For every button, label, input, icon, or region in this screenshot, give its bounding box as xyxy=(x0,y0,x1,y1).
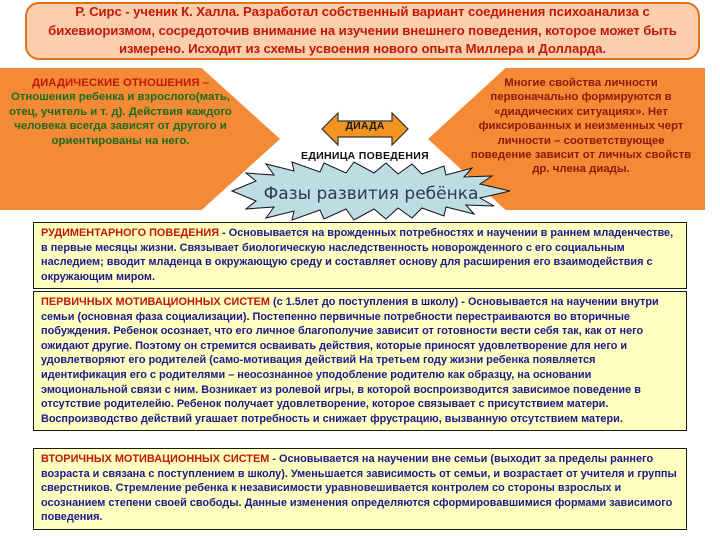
left-callout-body: Отношения ребенка и взрослого(мать, отец, учитель и т. д). Действия каждого человека всегда зависят от другого и ориентированы на него. xyxy=(9,91,232,147)
phase-paren: (с 1.5лет до поступления в школу) xyxy=(269,296,459,308)
page-title: Р. Сирс - ученик К. Халла. Разработал собственный вариант соединения психоанализа с бихевиоризмом, сосредоточив внимание на изучении внешнего поведения, которое может быть измерено. Исходит из схемы усвоения нового опыта Миллера и Долларда. xyxy=(48,4,677,57)
phase-lead: РУДИМЕНТАРНОГО ПОВЕДЕНИЯ xyxy=(41,227,220,239)
left-callout-heading: ДИАДИЧЕСКИЕ ОТНОШЕНИЯ – xyxy=(31,77,210,89)
phase-body: - Основывается на врожденных потребностях и научении в раннем младенчестве, в первые месяцы жизни. Связывает биологическую наследственность новорожденного с его социальным наследием; вводит младенца в окружающую среду и составляет основу для расширения его взаимодействия с окружающим миром. xyxy=(41,227,674,283)
title-callout xyxy=(25,2,700,60)
right-callout-body: Многие свойства личности первоначально формируются в «диадических ситуациях». Нет фиксированных и неизменных черт личности – соответствующее поведение зависит от личных свойств др. члена диады. xyxy=(470,77,692,176)
phase-lead: ВТОРИЧНЫХ МОТИВАЦИОННЫХ СИСТЕМ xyxy=(41,453,270,465)
phase-body: - Основывается на научении вне семьи (выходит за пределы раннего возраста и связана с поступлением в школу). Уменьшается зависимость от семьи, и возрастает от учителя и группы сверстников. Стремление ребенка к независимости уравновешивается контролем со стороны взрослых и осознанием степени своей свободы. Данные изменения определяются сформировавшимися формами зависимого поведения. xyxy=(41,453,677,524)
phase-lead: ПЕРВИЧНЫХ МОТИВАЦИОННЫХ СИСТЕМ xyxy=(41,296,270,308)
phase-box xyxy=(33,448,687,530)
phase-paragraph xyxy=(41,226,679,284)
phase-paragraph xyxy=(41,295,679,426)
phase-paragraph xyxy=(41,452,679,525)
behavior-unit-label: ЕДИНИЦА ПОВЕДЕНИЯ xyxy=(301,150,429,162)
phase-box xyxy=(33,222,687,289)
phase-body: - Основывается на научении внутри семьи (основная фаза социализации). Постепенно первичные потребности перестраиваются во вторичные побуждения. Ребенок осознает, что его личное благополучие зависит от готовности вести себя так, как от него ожидают другие. Поэтому он стремится осваивать действия, которые приносят удовлетворение для него и удовлетворяют его родителей (само-мотивация действий На третьем году жизни ребенка появляется идентификация его с родителями – неосознанное уподобление родителю как образцу, на основании эмоциональной связи с ним. Возникает из ролевой игры, в которой воспроизводится зависимое поведение в отсутствие родителейю. Ребенок получает удовлетворение, которое связывает с присутствием матери. Воспроизводство действий угашает потребность и снижает фрустрацию, вызванную отсутствием матери. xyxy=(41,296,659,425)
left-callout-text xyxy=(8,76,233,148)
phase-box xyxy=(33,291,687,431)
diada-label: ДИАДА xyxy=(345,120,385,132)
burst-label: Фазы развития ребёнка xyxy=(263,184,479,204)
